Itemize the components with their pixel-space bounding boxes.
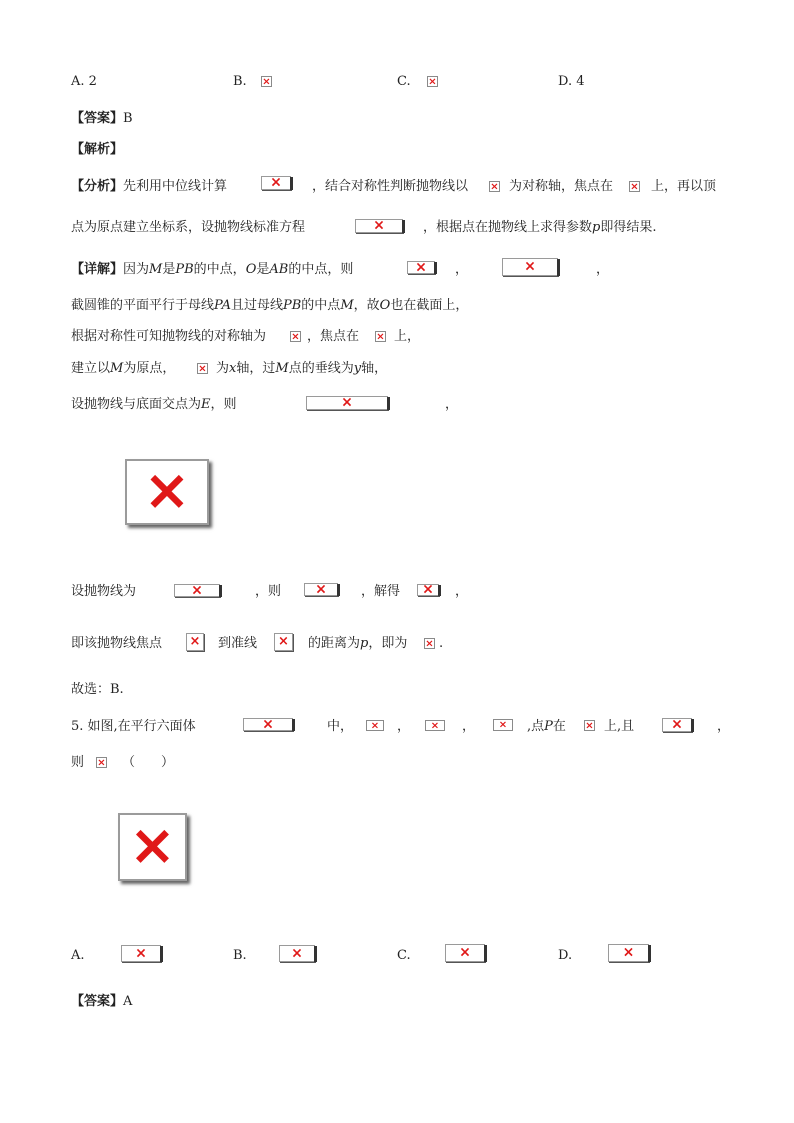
broken-image-icon — [197, 363, 208, 374]
text: 如图,在平行六面体 — [87, 719, 196, 734]
option-b: B. — [233, 74, 247, 89]
fenxi-line-2: 点为原点建立坐标系，设抛物线标准方程 — [71, 220, 306, 235]
fenxi-line-1-b: ，结合对称性判断抛物线以 — [312, 179, 469, 194]
xiangjie-tag: 【详解】 — [71, 262, 124, 277]
text: ，则 — [210, 397, 237, 412]
formula-image-icon — [417, 584, 439, 596]
var-m: M — [275, 361, 289, 376]
comma: ， — [445, 397, 459, 412]
text: 因为 — [123, 262, 150, 277]
formula-image-icon — [355, 219, 403, 233]
fenxi-line-2-b — [423, 219, 656, 237]
text: 截圆锥的平面平行于母线 — [71, 298, 215, 313]
fenxi-line-1-d: 上，再以顶 — [651, 179, 717, 194]
figure-image-icon — [118, 813, 187, 881]
comma: ， — [717, 719, 731, 734]
xiangjie-line-7-b: 到准线 — [218, 636, 258, 651]
var-ab: AB — [269, 262, 289, 277]
broken-image-icon — [427, 76, 438, 87]
text: 是 — [256, 262, 270, 277]
formula-image-icon — [493, 719, 513, 731]
text: 建立以 — [71, 361, 111, 376]
formula-image-icon — [445, 944, 485, 962]
text: 轴，过 — [236, 361, 276, 376]
var-m: M — [340, 298, 354, 313]
fenxi-tag: 【分析】 — [71, 179, 124, 194]
period: . — [439, 636, 444, 651]
xiangjie-line-7: 即该抛物线焦点 — [71, 636, 163, 651]
var-p: P — [544, 719, 553, 734]
var-o: O — [379, 298, 391, 313]
option-b: B. — [233, 948, 247, 963]
option-a: A. — [71, 948, 85, 963]
var-m: M — [110, 361, 124, 376]
xiangjie-line-3-b: ，焦点在 — [307, 329, 360, 344]
xiangjie-line-6-b: ，则 — [255, 584, 282, 599]
formula-image-icon — [502, 258, 558, 276]
var-y: y — [353, 361, 362, 376]
xiangjie-line-3: 根据对称性可知抛物线的对称轴为 — [71, 329, 267, 344]
formula-image-icon — [121, 945, 161, 962]
text: 的距离为 — [308, 636, 361, 651]
text: ,点 — [527, 719, 545, 734]
text: ，即为 — [368, 636, 408, 651]
text: ，根据点在抛物线上求得参数 — [423, 220, 593, 235]
text: 的中点，则 — [288, 262, 354, 277]
formula-image-icon — [366, 720, 384, 731]
xiangjie-line-6: 设抛物线为 — [71, 584, 137, 599]
var-o: O — [245, 262, 257, 277]
var-p: p — [360, 636, 369, 651]
q5-line-1-b: 中， — [327, 719, 354, 734]
text: 为原点， — [123, 361, 176, 376]
q5-line-1 — [71, 718, 196, 736]
formula-image-icon — [261, 176, 291, 190]
xiangjie-line-4-b — [216, 360, 387, 378]
broken-image-icon — [261, 76, 272, 87]
answer-value: B — [123, 111, 133, 126]
text: 的中点 — [301, 298, 341, 313]
var-p: p — [592, 220, 601, 235]
xiangjie-line-4 — [71, 360, 175, 378]
q5-line-2: 则 — [71, 755, 85, 770]
text: 设抛物线与底面交点为 — [71, 397, 202, 412]
broken-image-icon — [375, 331, 386, 342]
var-x: x — [229, 361, 237, 376]
formula-image-icon — [608, 944, 649, 962]
fenxi-line-1-c: 为对称轴，焦点在 — [509, 179, 614, 194]
xiangjie-line-1 — [71, 261, 353, 279]
formula-image-icon — [279, 945, 315, 962]
text: 的中点， — [193, 262, 246, 277]
formula-image-icon — [274, 633, 293, 651]
q5-line-1-d: 上,且 — [604, 719, 635, 734]
var-pb: PB — [175, 262, 194, 277]
answer-blank: （ ） — [122, 755, 175, 770]
text: 点的垂线为 — [288, 361, 354, 376]
comma: ， — [455, 584, 469, 599]
option-d: D. — [558, 948, 573, 963]
text: 且过母线 — [230, 298, 283, 313]
fenxi-line-1 — [71, 178, 227, 196]
text: ，故 — [353, 298, 380, 313]
broken-image-icon — [584, 720, 595, 731]
sep: ， — [397, 719, 411, 734]
text: 即得结果. — [600, 220, 657, 235]
formula-image-icon — [306, 396, 388, 410]
formula-image-icon — [174, 584, 220, 597]
var-pa: PA — [214, 298, 231, 313]
broken-image-icon — [96, 757, 107, 768]
option-d: D. 4 — [558, 74, 585, 89]
broken-image-icon — [290, 331, 301, 342]
text: 轴， — [361, 361, 388, 376]
var-pb: PB — [282, 298, 302, 313]
xiangjie-line-2 — [71, 297, 468, 315]
text: 先利用中位线计算 — [123, 179, 228, 194]
formula-image-icon — [425, 720, 445, 731]
formula-image-icon — [662, 718, 692, 732]
figure-image-icon — [125, 459, 209, 525]
broken-image-icon — [629, 181, 640, 192]
formula-image-icon — [304, 583, 338, 596]
comma: ， — [596, 262, 610, 277]
text: 也在截面上， — [390, 298, 469, 313]
text: 是 — [162, 262, 176, 277]
option-c: C. — [397, 948, 411, 963]
comma: ， — [455, 262, 469, 277]
xiangjie-line-7-c — [308, 635, 407, 653]
var-m: M — [149, 262, 163, 277]
answer-value: A — [123, 994, 133, 1009]
question-number: 5. — [71, 719, 84, 734]
broken-image-icon — [489, 181, 500, 192]
xiangjie-line-3-c: 上， — [394, 329, 421, 344]
option-a: A. 2 — [71, 74, 97, 89]
xiangjie-line-6-c: ，解得 — [361, 584, 401, 599]
broken-image-icon — [424, 638, 435, 649]
text: 为 — [216, 361, 230, 376]
q5-line-1-c — [527, 718, 566, 736]
var-e: E — [201, 397, 211, 412]
xiangjie-line-5 — [71, 396, 237, 414]
text: 在 — [552, 719, 566, 734]
formula-image-icon — [243, 718, 293, 731]
formula-image-icon — [407, 261, 435, 274]
conclusion: 故选：B. — [71, 682, 124, 697]
formula-image-icon — [186, 633, 204, 651]
option-c: C. — [397, 74, 411, 89]
sep: ， — [462, 719, 476, 734]
answer-tag: 【答案】 — [71, 111, 124, 126]
answer-line — [71, 110, 133, 128]
answer-tag: 【答案】 — [71, 994, 124, 1009]
analysis-tag: 【解析】 — [71, 142, 124, 157]
answer-line — [71, 993, 132, 1011]
